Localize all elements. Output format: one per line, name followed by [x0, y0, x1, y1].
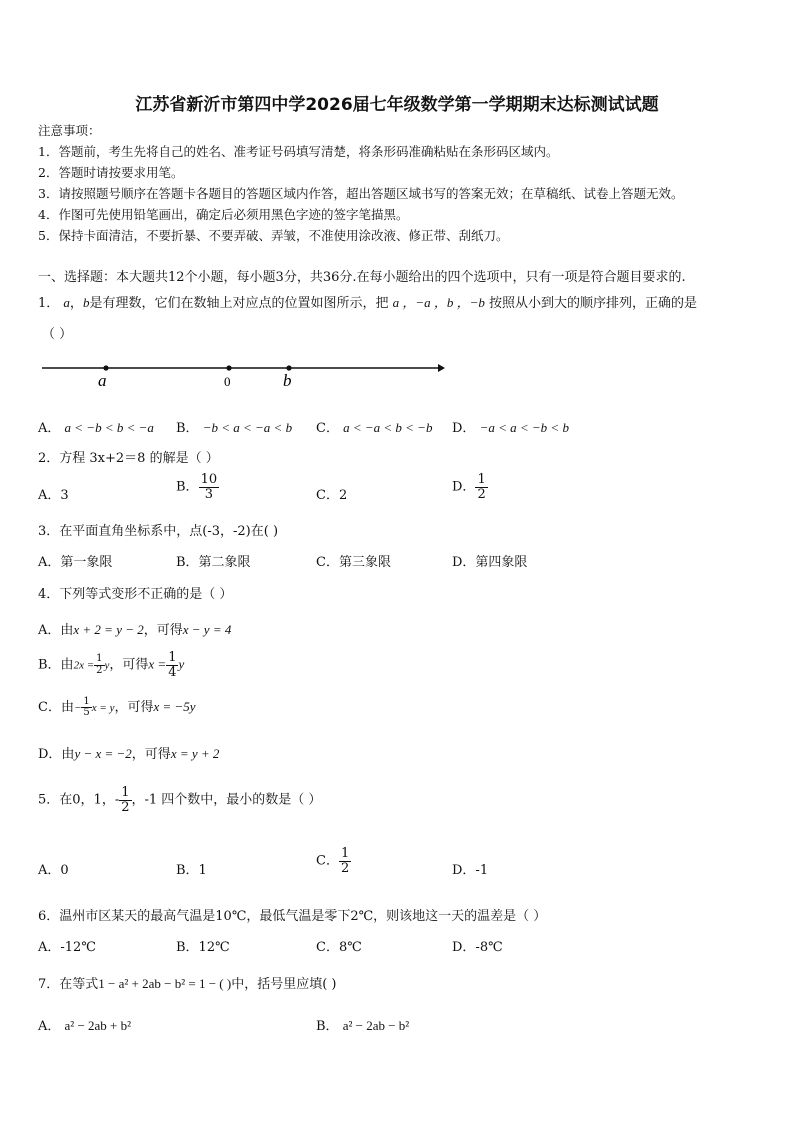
point-0: [226, 365, 231, 370]
option-b[interactable]: B． a² − 2ab − b²: [316, 1018, 410, 1034]
option-b[interactable]: B．第二象限: [176, 555, 251, 570]
axis-label-0: 0: [224, 374, 231, 389]
notice-heading: 注意事项：: [38, 123, 101, 138]
question-2: 2．方程 3x+2＝8 的解是（ ）: [38, 451, 219, 466]
point-a: [103, 365, 108, 370]
option-a[interactable]: A． a² − 2ab + b²: [38, 1018, 132, 1034]
point-b: [286, 365, 291, 370]
number-line: [38, 355, 448, 395]
axis-label-a: a: [98, 371, 107, 390]
notice-item: 2．答题时请按要求用笔。: [38, 165, 184, 180]
q1-text: 按照从小到大的顺序排列，正确的是: [489, 296, 698, 311]
notice-item: 5．保持卡面清洁，不要折暴、不要弄破、弄皱，不准使用涂改液、修正带、刮纸刀。: [38, 228, 509, 243]
option-d[interactable]: D．-1: [452, 863, 489, 878]
page-title: 江苏省新沂市第四中学2026届七年级数学第一学期期末达标测试试题: [135, 95, 659, 115]
option-a[interactable]: A．第一象限: [38, 555, 113, 570]
option-a[interactable]: A．-12℃: [38, 940, 96, 955]
axis-label-b: b: [283, 371, 292, 390]
arrow-icon: [438, 364, 445, 372]
question-5: 5．在0，1，- $\frac{1}{2}$ ，-1 四个数中，最小的数是（ ）: [38, 785, 322, 815]
option-d[interactable]: D． −a < a < −b < b: [452, 420, 569, 436]
question-number: 1．: [38, 296, 60, 311]
notice-item: 3．请按照题号顺序在答题卡各题目的答题区域内作答，超出答题区域书写的答案无效；在草稿纸、试卷上答题无效。: [38, 186, 684, 201]
notice-item: 1．答题前，考生先将自己的姓名、准考证号码填写清楚，将条形码准确粘贴在条形码区域内。: [38, 144, 559, 159]
option-c[interactable]: C．2: [316, 488, 348, 503]
option-b[interactable]: B．由2x = $\frac{1}{2}$ y，可得x = $\frac{1}{4}$ y: [38, 650, 185, 680]
option-c[interactable]: C．第三象限: [316, 555, 391, 570]
answer-paren: （ ）: [42, 327, 73, 342]
option-b[interactable]: B．1: [176, 863, 207, 878]
question-6: 6．温州市区某天的最高气温是10℃，最低气温是零下2℃，则该地这一天的温差是（ ）: [38, 909, 547, 924]
option-d[interactable]: D． $\frac{1}{2}$: [452, 472, 486, 502]
option-c[interactable]: C．由− $\frac{1}{5}$ x = y，可得x = −5y: [38, 695, 196, 718]
option-a[interactable]: A． a < −b < b < −a: [38, 420, 154, 436]
option-a[interactable]: A．3: [38, 488, 69, 503]
var-b: b: [82, 295, 90, 310]
var-a: a: [63, 295, 70, 310]
q1-text: ，: [69, 296, 83, 311]
option-c[interactable]: C．8℃: [316, 940, 362, 955]
option-d[interactable]: D．由y − x = −2，可得x = y + 2: [38, 746, 220, 762]
question-4: 4．下列等式变形不正确的是（ ）: [38, 587, 233, 602]
option-b[interactable]: B． $\frac{10}{3}$: [176, 472, 218, 502]
section-heading: 一、选择题：本大题共12个小题，每小题3分，共36分.在每小题给出的四个选项中，只有一项是符合题目要求的.: [38, 270, 686, 285]
option-d[interactable]: D．第四象限: [452, 555, 528, 570]
option-c[interactable]: C． a < −a < b < −b: [316, 420, 433, 436]
option-d[interactable]: D．-8℃: [452, 940, 503, 955]
question-7: 7．在等式1 − a² + 2ab − b² = 1 − ( )中，括号里应填( ): [38, 976, 337, 992]
q1-text: 是有理数，它们在数轴上对应点的位置如图所示，把: [89, 296, 389, 311]
option-a[interactable]: A．由x + 2 = y − 2，可得x − y = 4: [38, 622, 232, 638]
notice-item: 4．作图可先使用铅笔画出，确定后必须用黑色字迹的签字笔描黑。: [38, 207, 409, 222]
option-b[interactable]: B．12℃: [176, 940, 230, 955]
q1-list: a ，−a ，b ，−b: [392, 295, 485, 310]
option-b[interactable]: B． −b < a < −a < b: [176, 420, 293, 436]
question-3: 3．在平面直角坐标系中，点(-3，-2)在( ): [38, 524, 279, 539]
option-a[interactable]: A．0: [38, 863, 69, 878]
question-1: [38, 292, 697, 311]
option-c[interactable]: C． $\frac{1}{2}$: [316, 846, 350, 876]
